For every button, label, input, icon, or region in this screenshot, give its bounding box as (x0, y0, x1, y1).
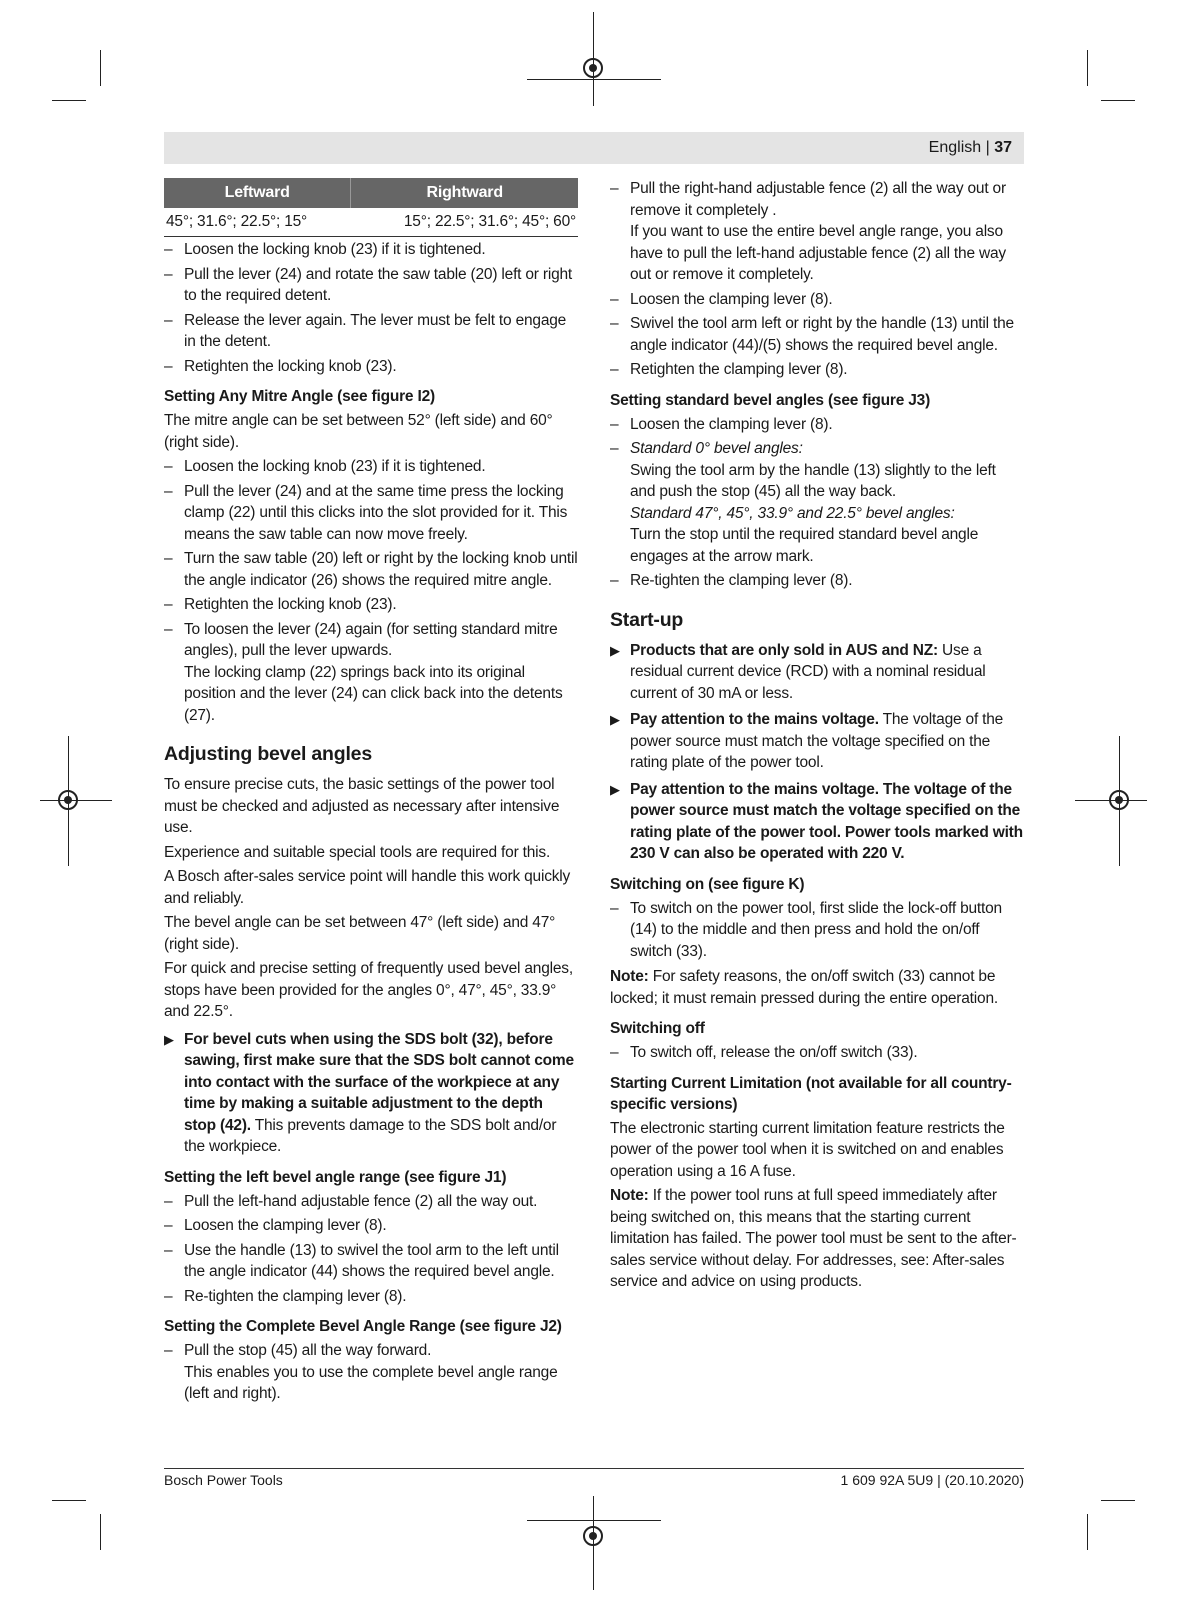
list-item (610, 178, 1024, 286)
note (610, 966, 1024, 1009)
footer-rule (164, 1468, 1024, 1469)
list-item-text: Turn the stop until the required standard bevel angle engages at the arrow mark. (630, 526, 979, 565)
warning-list (610, 640, 1024, 865)
standard-mitre-steps (164, 239, 578, 377)
list-item: – Swivel the tool arm left or right by the handle (13) until the angle indicator (44)/(5) shows the required bevel angle. (610, 313, 1024, 356)
list-item-text: This enables you to use the complete bevel angle range (left and right). (184, 1363, 558, 1402)
right-column (610, 178, 1024, 1296)
crop-mark (1087, 1514, 1088, 1550)
list-item: – Loosen the clamping lever (8). (164, 1215, 578, 1237)
table-cell-rightward: 15°; 22.5°; 31.6°; 45°; 60° (351, 208, 578, 237)
crop-mark (1101, 100, 1135, 101)
list-item: – Retighten the locking knob (23). (164, 594, 578, 616)
list-item: – To switch off, release the on/off switch (33). (610, 1042, 1024, 1064)
list-item: – Turn the saw table (20) left or right by the locking knob until the angle indicator (26) shows the required mitre angle. (164, 548, 578, 591)
warning-bold: Pay attention to the mains voltage. (630, 711, 879, 728)
paragraph: A Bosch after-sales service point will handle this work quickly and reliably. (164, 868, 571, 907)
warning-item (164, 1029, 578, 1158)
table-header-rightward: Rightward (351, 178, 578, 208)
crop-mark (1087, 50, 1088, 86)
heading-current-limitation: Starting Current Limitation (not available for all country-specific versions) (610, 1074, 1012, 1113)
warning-item (610, 640, 1024, 705)
crop-mark (52, 1500, 86, 1501)
complete-bevel-steps-cont (610, 178, 1024, 381)
heading-switch-on: Switching on (see figure K) (610, 875, 805, 893)
warning-bold: For bevel cuts when using the SDS bolt (32), before sawing, first make sure that the SDS bolt cannot come into contact with the surface of the workpiece at any time by making a suitable adjustment to the depth stop (42). (184, 1030, 574, 1134)
list-item: – Retighten the locking knob (23). (164, 356, 578, 378)
heading-complete-bevel-range: Setting the Complete Bevel Angle Range (see figure J2) (164, 1318, 562, 1335)
table-cell-leftward: 45°; 31.6°; 22.5°; 15° (164, 208, 351, 237)
warning-item (610, 779, 1024, 865)
note-text: For safety reasons, the on/off switch (33) cannot be locked; it must remain pressed during the entire operation. (610, 968, 998, 1007)
list-item: – Release the lever again. The lever must be felt to engage in the detent. (164, 310, 578, 353)
list-item: – Loosen the clamping lever (8). (610, 289, 1024, 311)
list-item-text: – Pull the right-hand adjustable fence (2) all the way out or remove it completely . (630, 180, 1006, 219)
crop-mark (100, 1514, 101, 1550)
list-item: – Pull the lever (24) and rotate the saw table (20) left or right to the required detent. (164, 264, 578, 307)
triangle-bullet-icon: ▶ (610, 781, 620, 797)
warning-bold: Pay attention to the mains voltage. The voltage of the power source must match the voltage specified on the rating plate of the power tool. Power tools marked with 230 V can also be operated with 220 V. (630, 780, 1023, 862)
crop-mark (100, 50, 101, 86)
warning-text: The voltage of the power source must match the voltage specified on the rating plate of the power tool. (630, 711, 1004, 771)
left-bevel-steps (164, 1191, 578, 1308)
list-item: – Use the handle (13) to swivel the tool arm to the left until the angle indicator (44) shows the required bevel angle. (164, 1240, 578, 1283)
heading-any-mitre: Setting Any Mitre Angle (see figure I2) (164, 388, 435, 405)
list-item-text: The locking clamp (22) springs back into its original position and the lever (24) can click back into the detents (27). (184, 663, 563, 724)
note-label: Note: (610, 968, 649, 985)
registration-target-icon (583, 1526, 603, 1546)
crop-mark (1101, 1500, 1135, 1501)
paragraph: The electronic starting current limitation feature restricts the power of the power tool when it is switched on and enables operation using a 16 A fuse. (610, 1119, 1005, 1180)
triangle-bullet-icon: ▶ (164, 1031, 174, 1047)
any-mitre-steps (164, 456, 578, 726)
list-item (164, 1340, 578, 1405)
paragraph: The bevel angle can be set between 47° (left side) and 47° (right side). (164, 914, 556, 953)
registration-target-icon (583, 58, 603, 78)
switch-on-steps (610, 898, 1024, 963)
list-item-text: Swing the tool arm by the handle (13) slightly to the left and push the stop (45) all the way back. (630, 461, 996, 500)
list-item: – Loosen the clamping lever (8). (610, 414, 1024, 436)
paragraph: Experience and suitable special tools are required for this. (164, 843, 551, 861)
crop-mark (52, 100, 86, 101)
list-item: – Loosen the locking knob (23) if it is tightened. (164, 456, 578, 478)
warning-text: Use a residual current device (RCD) with a nominal residual current of 30 mA or less. (630, 641, 986, 702)
list-item-text: – To loosen the lever (24) again (for setting standard mitre angles), pull the lever upwards. (184, 620, 558, 659)
heading-start-up: Start-up (610, 608, 684, 631)
list-item: – Re-tighten the clamping lever (8). (164, 1286, 578, 1308)
warning-list (164, 1029, 578, 1158)
registration-line (527, 79, 661, 80)
left-column (164, 178, 578, 1409)
warning-text: This prevents damage to the SDS bolt and/or the workpiece. (184, 1116, 557, 1155)
table-header-leftward: Leftward (164, 178, 351, 208)
warning-bold: Products that are only sold in AUS and NZ: (630, 641, 938, 659)
paragraph: For quick and precise setting of frequently used bevel angles, stops have been provided for the angles 0°, 47°, 45°, 33.9° and 22.5°. (164, 960, 573, 1020)
note-text: If the power tool runs at full speed immediately after being switched on, this means that the starting current limitation has failed. The power tool must be sent to the after-sales service without delay. For addresses, see: After-sales service and advice on using products. (610, 1187, 1017, 1290)
list-item (610, 438, 1024, 567)
angle-table (164, 178, 578, 237)
list-item: – Loosen the locking knob (23) if it is tightened. (164, 239, 578, 261)
list-item-label: – Standard 0° bevel angles: (630, 440, 803, 457)
list-item: – Pull the lever (24) and at the same time press the locking clamp (22) until this clicks into the slot provided for it. This means the saw table can now move freely. (164, 481, 578, 546)
warning-item (610, 709, 1024, 774)
list-item-label: Standard 47°, 45°, 33.9° and 22.5° bevel angles: (630, 504, 955, 522)
heading-left-bevel-range: Setting the left bevel angle range (see figure J1) (164, 1168, 507, 1186)
note (610, 1185, 1024, 1293)
paragraph: To ensure precise cuts, the basic settings of the power tool must be checked and adjusted as necessary after intensive use. (164, 776, 560, 836)
switch-off-steps (610, 1042, 1024, 1064)
heading-switch-off: Switching off (610, 1020, 705, 1037)
page-number: 37 (994, 139, 1012, 156)
list-item-text: If you want to use the entire bevel angle range, you also have to pull the left-hand adjustable fence (2) all the way out or remove it completely. (630, 223, 1006, 283)
note-label: Note: (610, 1187, 649, 1204)
registration-target-icon (58, 790, 78, 810)
footer-brand: Bosch Power Tools (164, 1472, 283, 1488)
list-item (164, 619, 578, 727)
list-item: – Re-tighten the clamping lever (8). (610, 570, 1024, 592)
header-text: English | 37 (928, 139, 1012, 156)
footer-doc-id: 1 609 92A 5U9 | (20.10.2020) (840, 1472, 1024, 1488)
paragraph: The mitre angle can be set between 52° (left side) and 60° (right side). (164, 412, 553, 451)
heading-bevel-angles: Adjusting bevel angles (164, 743, 372, 765)
standard-bevel-steps (610, 414, 1024, 592)
registration-line (527, 1520, 661, 1521)
list-item: – Pull the left-hand adjustable fence (2) all the way out. (164, 1191, 578, 1213)
list-item-text: – Pull the stop (45) all the way forward. (184, 1342, 432, 1359)
list-item: – Retighten the clamping lever (8). (610, 359, 1024, 381)
list-item: – To switch on the power tool, first slide the lock-off button (14) to the middle and then press and hold the on/off switch (33). (610, 898, 1024, 963)
complete-bevel-steps (164, 1340, 578, 1405)
header-language: English (928, 139, 982, 156)
heading-standard-bevel: Setting standard bevel angles (see figure J3) (610, 391, 931, 409)
triangle-bullet-icon: ▶ (610, 712, 620, 727)
triangle-bullet-icon: ▶ (610, 642, 620, 658)
page-header (164, 132, 1024, 164)
registration-target-icon (1109, 790, 1129, 810)
